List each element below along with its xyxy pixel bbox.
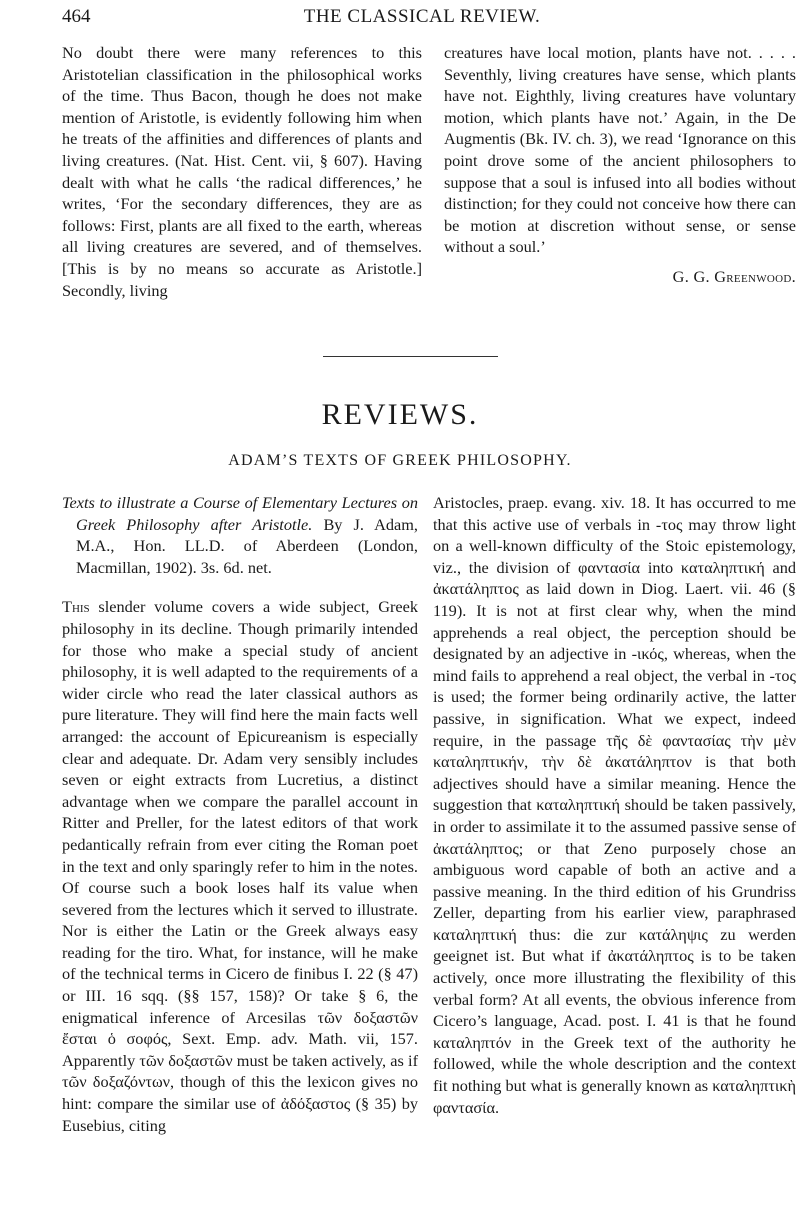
top-right-text: creatures have local motion, plants have not. . . . . Seventhly, living creatures have sense, which plants have not. Eighthly, living creatures have voluntary motion, which plants have not.’ Again, in the De Augmentis (Bk. IV. ch. 3), we read ‘Ignorance on this point drove some of the ancient philosophers to suppose that a soul is infused into all bodies without distinction; for they could not conceive how there can be motion at discretion without sense, or sense without a soul.’: [444, 43, 796, 257]
top-left-column: [62, 42, 422, 301]
section-heading: REVIEWS.: [321, 398, 479, 431]
review-right-column: [433, 492, 796, 1118]
top-left-text: No doubt there were many references to this Aristotelian classification in the philosophical works of the time. Thus Bacon, though he does not make mention of Aristotle, is evidently following him when he treats of the affinities and differences of plants and living creatures. (Nat. Hist. Cent. vii, § 607). Having dealt with what he calls ‘the radical differences,’ he writes, ‘For the secondary differences, they are as follows: First, plants are all fixed to the earth, whereas all living creatures are severed, and of themselves. [This is by no means so accurate as Aristotle.] Secondly, living: [62, 43, 422, 300]
citation-title: Texts to illustrate a Course of Elementary Lectures on Greek Philosophy after Aristotle.: [62, 493, 418, 534]
citation-details: By J. Adam, M.A., Hon. LL.D. of Aberdeen (London, Macmillan, 1902). 3s. 6d. net.: [76, 514, 418, 577]
review-body-left-text: slender volume covers a wide subject, Greek philosophy in its decline. Though primarily intended for those who make a special study of ancient philosophy, it is well adapted to the requirements of a wider circle who read the later classical authors as pure literature. They will find here the main facts well arranged: the account of Epicureanism is especially clear and adequate. Dr. Adam very sensibly includes seven or eight extracts from Lucretius, a distinct advantage when we compare the parallel account in Ritter and Preller, for the latest editors of that work pedantically refrain from ever citing the Roman poet in the text and only sparingly refer to him in the notes. Of course such a book loses half its value when severed from the lectures which it served to illustrate. Nor is either the Latin or the Greek always easy reading for the tiro. What, for instance, will he make of the technical terms in Cicero de finibus I. 22 (§ 47) or III. 16 sqq. (§§ 157, 158)? Or take § 6, the enigmatical inference of Arcesilas τῶν δοξαστῶν ἔσται ὁ σοφός, Sext. Emp. adv. Math. vii, 157. Apparently τῶν δοξαστῶν must be taken actively, as if τῶν δοξαζόντων, though of this the lexicon gives no hint: compare the similar use of ἀδόξαστος (§ 35) by Eusebius, citing: [62, 597, 418, 1135]
section-divider: [323, 356, 498, 357]
journal-title: THE CLASSICAL REVIEW.: [303, 6, 541, 27]
review-left-column: [62, 492, 418, 1136]
book-citation: [62, 492, 418, 578]
top-right-column: [444, 42, 796, 288]
review-title: ADAM’S TEXTS OF GREEK PHILOSOPHY.: [228, 452, 572, 469]
first-word: This: [62, 597, 90, 617]
review-body-right: Aristocles, praep. evang. xiv. 18. It has occurred to me that this active use of verbals in -τος may throw light on a well-known difficulty of the Stoic epistemology, viz., the division of φαντασία into καταληπτική and ἀκατάληπτος as laid down in Diog. Laert. vii. 46 (§ 119). It is not at first clear why, when the mind apprehends a real object, the perception should be designated by an adjective in -ικός, whereas, when the mind fails to apprehend a real object, the verbal in -τος is used; the former being ordinarily active, the latter passive, in signification. What we expect, indeed require, in the passage τῆς δὲ φαντασίας τὴν μὲν καταληπτικήν, τὴν δὲ ἀκατάληπτον is that both adjectives should have a similar meaning. Hence the suggestion that καταληπτική should be taken passively, in order to assimilate it to the assumed passive sense of ἀκατάληπτος; or that Zeno purposely chose an ambiguous word capable of both an active and a passive meaning. In the third edition of his Grundriss Zeller, departing from his earlier view, paraphrased καταληπτική thus: die zur κατάληψις zu werden geeignet ist. But what if ἀκατάληπτος is to be taken actively, once more illustrating the flexibility of this verbal form? At all events, the obvious inference from Cicero’s language, Acad. post. I. 41 is that he found καταληπτόν in the Greek text of the authority he followed, while the whole description and the context fit nothing but what is generally known as καταληπτικὴ φαντασία.: [433, 493, 796, 1117]
page-number: 464: [62, 6, 91, 27]
review-body-left: [62, 596, 418, 1136]
running-header: [62, 6, 782, 32]
author-signature: G. G. Greenwood.: [672, 266, 796, 286]
